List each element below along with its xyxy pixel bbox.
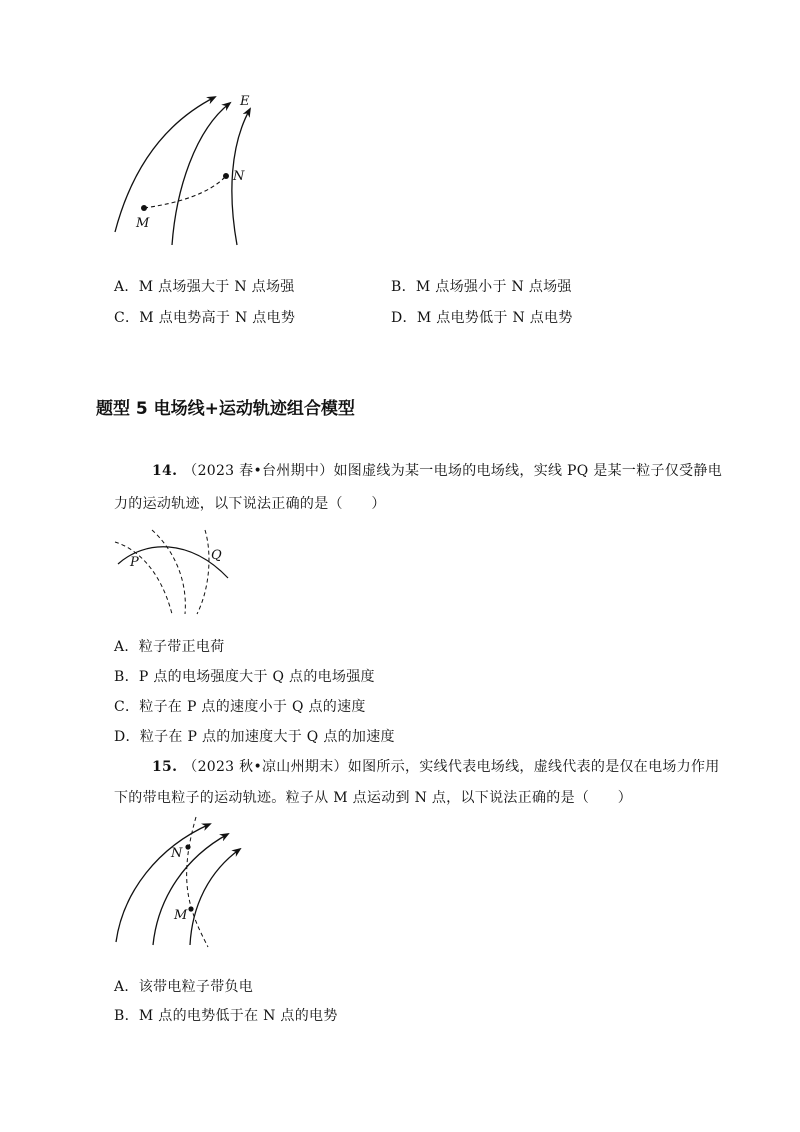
- q13-option-c: C．M 点电势高于 N 点电势: [114, 310, 296, 326]
- q14-option-d: D．粒子在 P 点的加速度大于 Q 点的加速度: [114, 729, 395, 745]
- q15-number: 15.: [152, 759, 178, 775]
- dashed-field-line-2: [152, 530, 185, 614]
- q13-option-d: D．M 点电势低于 N 点电势: [391, 310, 573, 326]
- label-p: P: [130, 555, 139, 570]
- q15-stem-text1: （2023 秋•凉山州期末）如图所示，实线代表电场线，虚线代表的是仅在电场力作用: [183, 759, 720, 775]
- field-line-inner: [190, 849, 240, 945]
- point-m: [188, 906, 193, 911]
- dashed-field-line-3: [197, 530, 209, 614]
- point-m: [141, 205, 147, 211]
- figure-q14-trajectory-pq: [110, 528, 240, 616]
- field-line-middle: [153, 834, 228, 945]
- label-q: Q: [211, 548, 222, 563]
- q14-stem-text1: （2023 春•台州期中）如图虚线为某一电场的电场线，实线 PQ 是某一粒子仅受静电: [183, 463, 722, 479]
- label-m: M: [174, 908, 188, 923]
- label-n: N: [233, 169, 245, 184]
- q15-option-b: B．M 点的电势低于在 N 点的电势: [114, 1008, 338, 1024]
- q14-option-b: B．P 点的电场强度大于 Q 点的电场强度: [114, 669, 375, 685]
- q14-stem-line2: 力的运动轨迹，以下说法正确的是（ ）: [114, 496, 386, 512]
- q15-option-a: A．该带电粒子带负电: [114, 979, 254, 995]
- figure-field-lines-mn: [100, 85, 270, 255]
- q13-option-b: B．M 点场强小于 N 点场强: [391, 279, 572, 295]
- q15-stem-line2: 下的带电粒子的运动轨迹。粒子从 M 点运动到 N 点，以下说法正确的是（ ）: [114, 790, 633, 806]
- figure-q15-field-trajectory: [108, 812, 258, 952]
- point-n: [223, 173, 229, 179]
- q14-stem-line1: [152, 460, 722, 480]
- section-title: 题型 5 电场线+运动轨迹组合模型: [96, 399, 355, 419]
- q13-option-a: A．M 点场强大于 N 点场强: [114, 279, 295, 295]
- label-e: E: [240, 94, 250, 109]
- point-n: [185, 844, 190, 849]
- label-n: N: [171, 846, 183, 861]
- dashed-field-line-1: [115, 542, 172, 614]
- q15-stem-line1: [152, 756, 720, 776]
- q14-number: 14.: [152, 463, 178, 479]
- q14-option-c: C．粒子在 P 点的速度小于 Q 点的速度: [114, 699, 366, 715]
- label-m: M: [136, 216, 150, 231]
- field-line-outer: [116, 824, 210, 942]
- q14-option-a: A．粒子带正电荷: [114, 639, 225, 655]
- trajectory-mn-dashed: [187, 817, 208, 947]
- field-line-middle: [172, 103, 230, 245]
- field-line-left: [115, 97, 215, 232]
- trajectory-mn: [144, 176, 226, 208]
